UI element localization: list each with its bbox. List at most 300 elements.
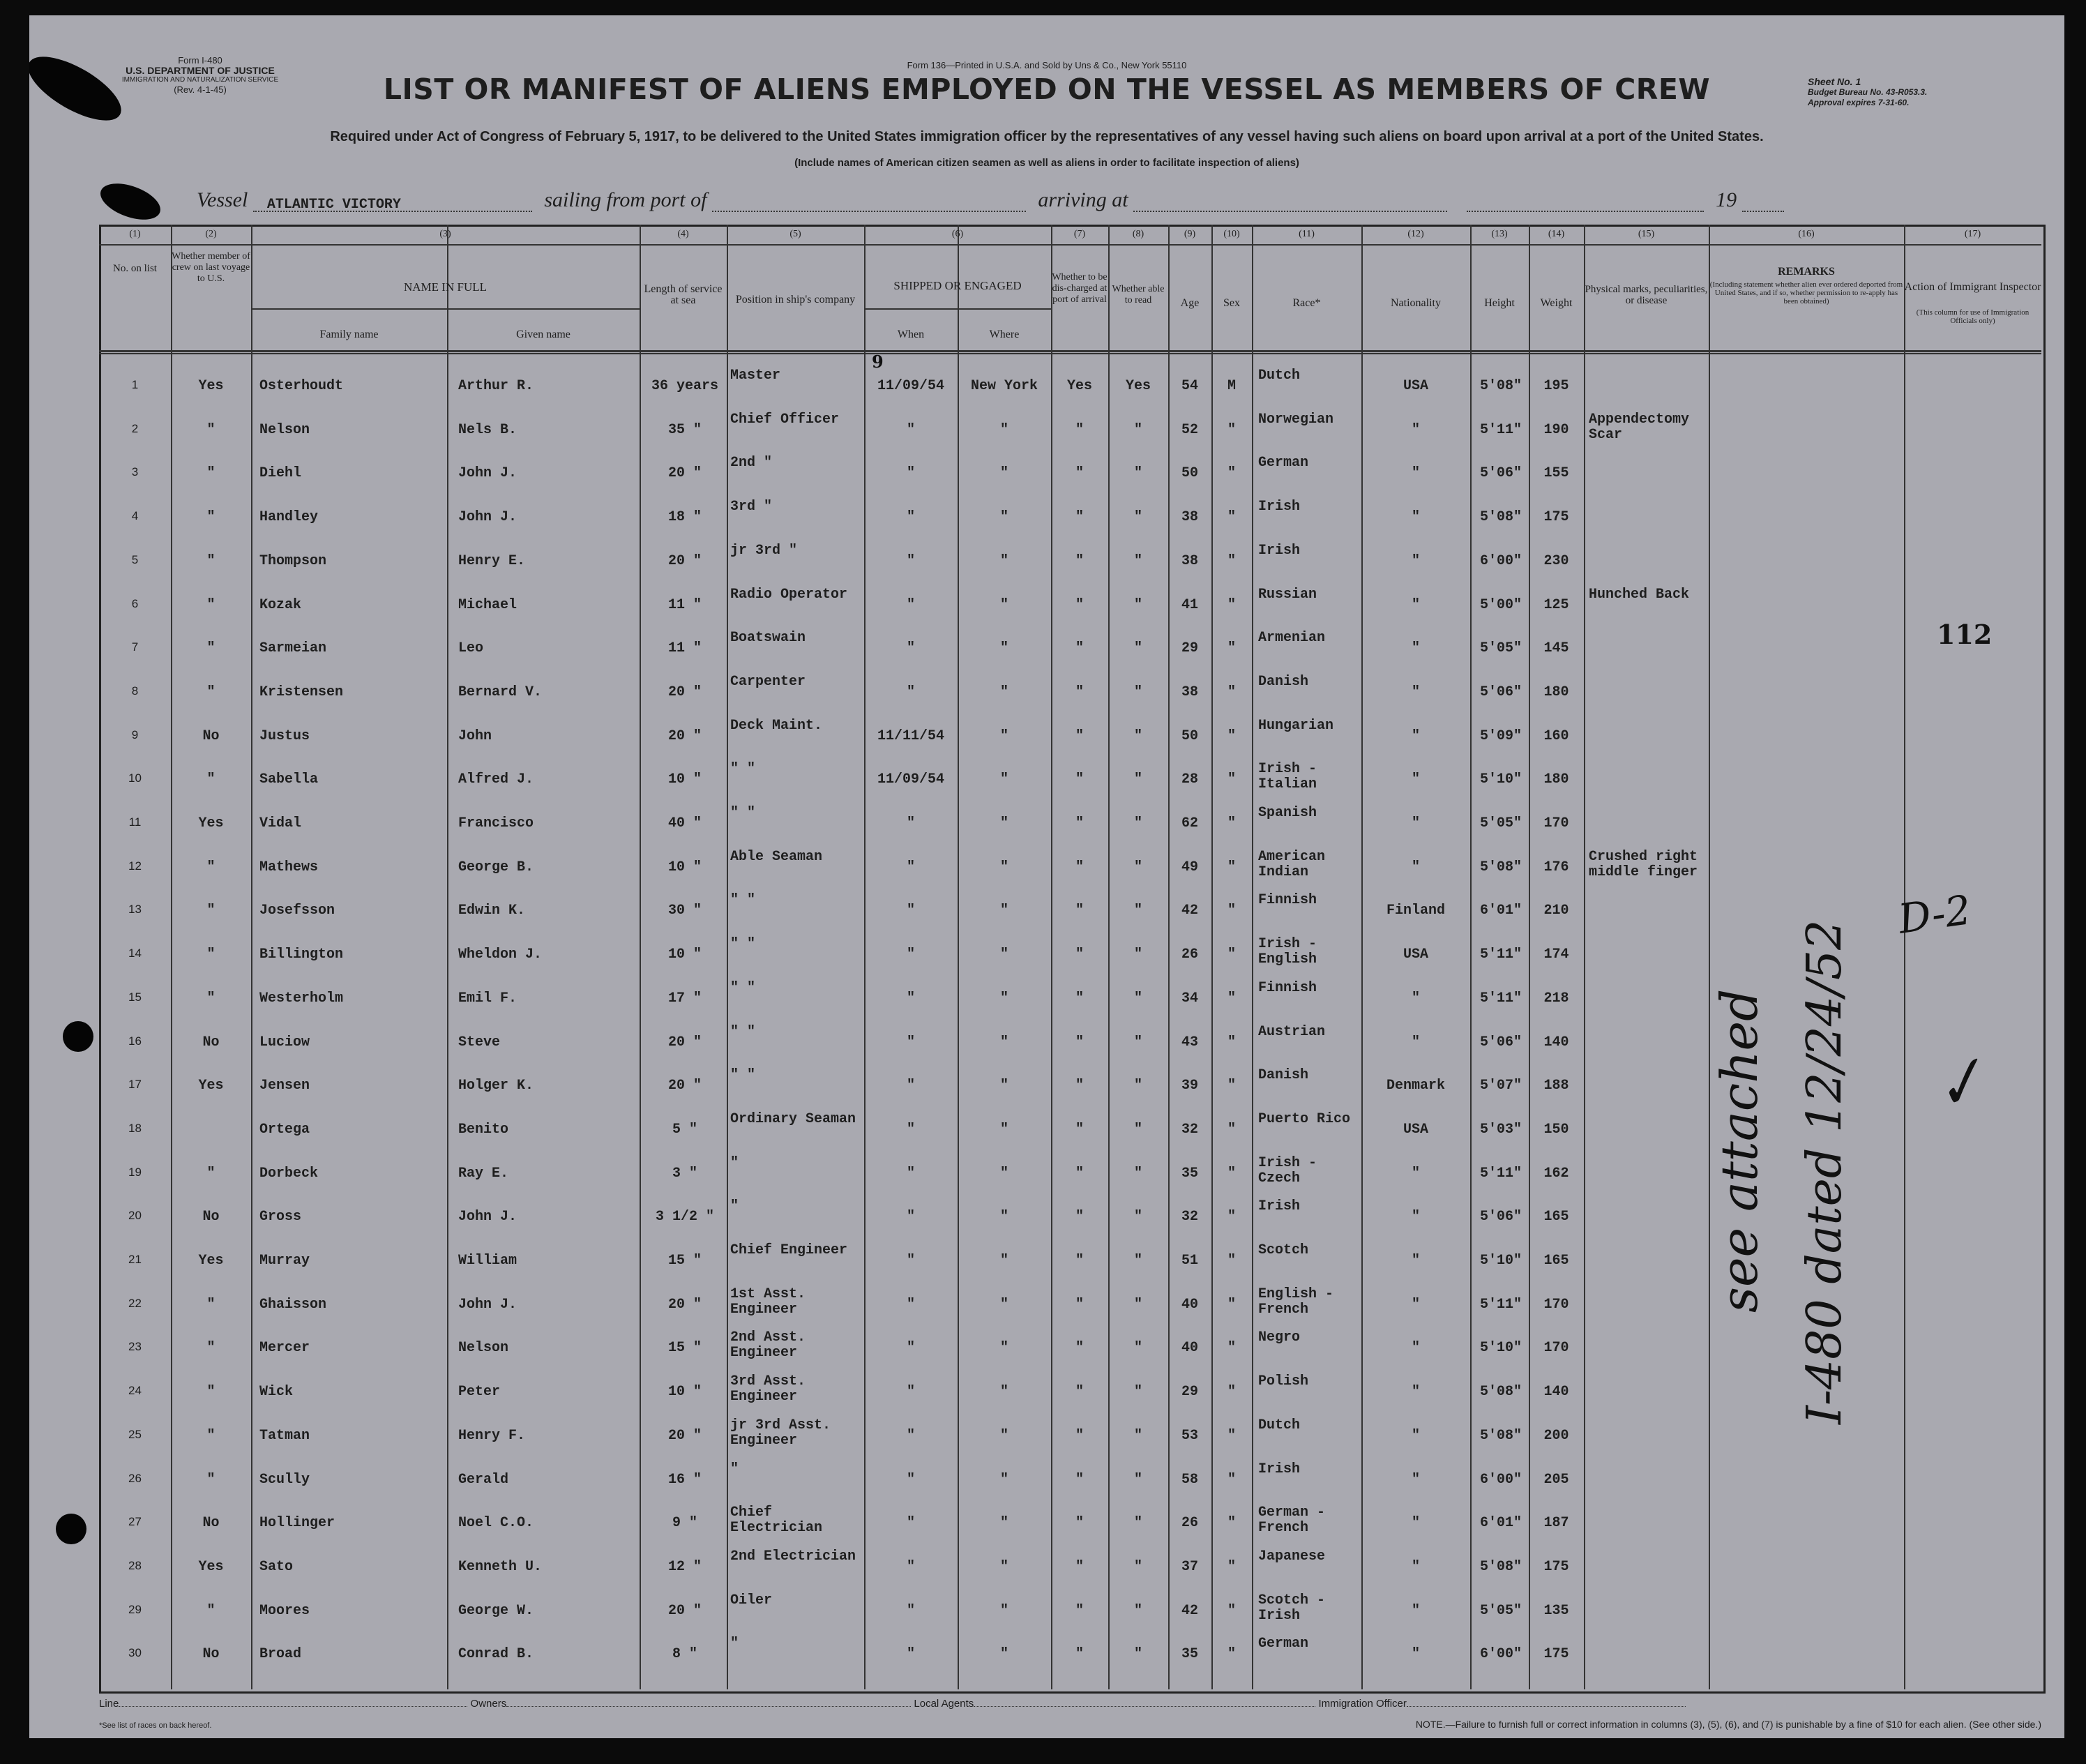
cell-read: ″	[1133, 1078, 1142, 1094]
header-remarks: REMARKS	[1778, 266, 1835, 278]
cell-prev: ″	[206, 596, 216, 613]
cell-service: 8 ″	[672, 1646, 697, 1663]
table-row	[29, 583, 2064, 626]
cell-no: 17	[128, 1078, 142, 1092]
cell-age: 29	[1181, 640, 1198, 657]
table-row	[29, 495, 2064, 538]
cell-read: ″	[1133, 728, 1142, 744]
cell-prev: ″	[206, 903, 216, 919]
page-title: LIST OR MANIFEST OF ALIENS EMPLOYED ON THE VESSEL AS MEMBERS OF CREW	[383, 73, 1711, 106]
cell-age: 32	[1181, 1121, 1198, 1138]
header-weight: Weight	[1540, 297, 1573, 309]
handwritten-number: 112	[1937, 619, 1993, 650]
cell-service: 30 ″	[667, 903, 702, 919]
cell-service: 16 ″	[667, 1471, 702, 1488]
cell-family: Broad	[259, 1646, 302, 1663]
cell-age: 28	[1181, 771, 1198, 788]
cell-prev: No	[202, 1209, 220, 1226]
table-row	[29, 1589, 2064, 1632]
cell-given: John J.	[458, 1296, 517, 1313]
header-sex: Sex	[1223, 297, 1240, 309]
cell-when: ″	[906, 1253, 915, 1269]
cell-sex: ″	[1227, 1384, 1236, 1401]
shipped-subheader-divider	[864, 308, 1051, 310]
cell-weight: 187	[1543, 1515, 1569, 1532]
cell-given: Noel C.O.	[458, 1515, 534, 1532]
handwritten-note-see-attached: see attached	[1710, 988, 1769, 1313]
cell-given: Arthur R.	[458, 378, 534, 394]
cell-family: Mathews	[259, 859, 319, 875]
cell-nat: ″	[1411, 1253, 1420, 1269]
table-row	[29, 539, 2064, 582]
form-number: Form I-480	[178, 55, 222, 66]
cell-family: Scully	[259, 1471, 310, 1488]
cell-given: Henry E.	[458, 552, 526, 569]
cell-service: 20 ″	[667, 465, 702, 482]
footer-signature-line	[99, 1696, 2041, 1710]
cell-read: ″	[1133, 640, 1142, 657]
cell-given: Edwin K.	[458, 903, 526, 919]
cell-family: Moores	[259, 1602, 310, 1619]
cell-given: Nels B.	[458, 421, 517, 438]
cell-prev: ″	[206, 1340, 216, 1357]
header-bottom-divider	[99, 350, 2041, 352]
header-no-on-list: No. on list	[113, 263, 157, 274]
cell-disch: ″	[1075, 640, 1084, 657]
cell-service: 20 ″	[667, 552, 702, 569]
cell-when: ″	[906, 1078, 915, 1094]
cell-race: English - French	[1258, 1286, 1334, 1318]
cell-nat: ″	[1411, 859, 1420, 875]
cell-weight: 170	[1543, 1340, 1569, 1357]
cell-when: ″	[906, 947, 915, 963]
arrival-date-field	[1467, 190, 1704, 212]
cell-weight: 165	[1543, 1253, 1569, 1269]
cell-height: 5'10"	[1479, 1253, 1522, 1269]
table-row	[29, 451, 2064, 495]
cell-where: ″	[999, 1121, 1008, 1138]
cell-read: ″	[1133, 1165, 1142, 1182]
cell-age: 49	[1181, 859, 1198, 875]
table-row	[29, 364, 2064, 407]
cell-race: Russian	[1258, 586, 1317, 603]
cell-when: ″	[906, 815, 915, 831]
cell-family: Ghaisson	[259, 1296, 327, 1313]
cell-when: ″	[906, 1296, 915, 1313]
sailing-label: sailing from port of	[544, 188, 707, 211]
cell-height: 5'06"	[1479, 1209, 1522, 1226]
fine-note: NOTE.—Failure to furnish full or correct information in columns (3), (5), (6), and (7) is punishable by a fine of $10 for each alien. (See other side.)	[1415, 1719, 2041, 1730]
cell-disch: ″	[1075, 859, 1084, 875]
vessel-name-field	[253, 190, 532, 212]
cell-sex: ″	[1227, 990, 1236, 1007]
cell-position: ″ ″	[730, 936, 756, 953]
cell-when: 11/11/54	[877, 728, 944, 744]
cell-given: Emil F.	[458, 990, 517, 1007]
cell-nat: USA	[1403, 1121, 1428, 1138]
header-when: When	[897, 329, 925, 340]
cell-read: ″	[1133, 859, 1142, 875]
manifest-page	[29, 15, 2064, 1738]
cell-age: 51	[1181, 1253, 1198, 1269]
cell-weight: 210	[1543, 903, 1569, 919]
cell-weight: 174	[1543, 947, 1569, 963]
cell-height: 5'06"	[1479, 1034, 1522, 1050]
cell-race: Scotch	[1258, 1242, 1309, 1258]
cell-where: ″	[999, 1558, 1008, 1575]
cell-weight: 150	[1543, 1121, 1569, 1138]
cell-race: Irish	[1258, 499, 1301, 515]
cell-age: 35	[1181, 1646, 1198, 1663]
cell-where: ″	[999, 859, 1008, 875]
cell-disch: ″	[1075, 1121, 1084, 1138]
cell-sex: ″	[1227, 552, 1236, 569]
cell-disch: ″	[1075, 509, 1084, 526]
cell-given: Kenneth U.	[458, 1558, 543, 1575]
cell-service: 10 ″	[667, 859, 702, 875]
cell-sex: ″	[1227, 640, 1236, 657]
cell-given: Conrad B.	[458, 1646, 534, 1663]
cell-position: 2nd Asst. Engineer	[730, 1329, 806, 1362]
cell-height: 6'00"	[1479, 1471, 1522, 1488]
header-age: Age	[1180, 297, 1200, 309]
cell-given: Alfred J.	[458, 771, 534, 788]
cell-read: ″	[1133, 1384, 1142, 1401]
cell-where: ″	[999, 465, 1008, 482]
cell-race: Dutch	[1258, 1417, 1301, 1433]
cell-race: Scotch - Irish	[1258, 1592, 1326, 1624]
cell-weight: 135	[1543, 1602, 1569, 1619]
cell-prev: ″	[206, 859, 216, 875]
cell-sex: ″	[1227, 1340, 1236, 1357]
cell-age: 38	[1181, 552, 1198, 569]
cell-nat: ″	[1411, 552, 1420, 569]
printer-line: Form 136—Printed in U.S.A. and Sold by Uns & Co., New York 55110	[907, 60, 1187, 70]
cell-age: 32	[1181, 1209, 1198, 1226]
header-height: Height	[1484, 297, 1515, 309]
cell-sex: ″	[1227, 815, 1236, 831]
cell-nat: ″	[1411, 684, 1420, 700]
cell-position: ″ ″	[730, 761, 756, 778]
table-row	[29, 408, 2064, 451]
cell-family: Tatman	[259, 1427, 310, 1444]
cell-no: 4	[131, 509, 139, 523]
cell-service: 15 ″	[667, 1340, 702, 1357]
cell-when: ″	[906, 1034, 915, 1050]
cell-when: ″	[906, 859, 915, 875]
cell-nat: ″	[1411, 465, 1420, 482]
cell-service: 10 ″	[667, 771, 702, 788]
cell-nat: ″	[1411, 1296, 1420, 1313]
cell-family: Luciow	[259, 1034, 310, 1050]
cell-sex: ″	[1227, 596, 1236, 613]
cell-sex: ″	[1227, 684, 1236, 700]
cell-prev: Yes	[198, 1078, 224, 1094]
arriving-label: arriving at	[1038, 188, 1128, 211]
cell-family: Hollinger	[259, 1515, 335, 1532]
cell-where: ″	[999, 1296, 1008, 1313]
cell-weight: 140	[1543, 1034, 1569, 1050]
cell-where: ″	[999, 728, 1008, 744]
cell-weight: 200	[1543, 1427, 1569, 1444]
cell-marks: Hunched Back	[1589, 586, 1690, 603]
cell-age: 29	[1181, 1384, 1198, 1401]
cell-read: ″	[1133, 1209, 1142, 1226]
cell-nat: ″	[1411, 1034, 1420, 1050]
cell-read: ″	[1133, 1121, 1142, 1138]
cell-service: 20 ″	[667, 684, 702, 700]
cell-height: 5'06"	[1479, 684, 1522, 700]
officer-field	[1407, 1696, 1686, 1707]
cell-race: German - French	[1258, 1505, 1326, 1537]
cell-nat: Finland	[1386, 903, 1445, 919]
cell-family: Murray	[259, 1253, 310, 1269]
cell-disch: ″	[1075, 1471, 1084, 1488]
cell-sex: ″	[1227, 1646, 1236, 1663]
cell-sex: ″	[1227, 1253, 1236, 1269]
cell-disch: ″	[1075, 1253, 1084, 1269]
cell-family: Kristensen	[259, 684, 344, 700]
cell-when: ″	[906, 1165, 915, 1182]
cell-given: George W.	[458, 1602, 534, 1619]
cell-sex: ″	[1227, 1165, 1236, 1182]
cell-weight: 205	[1543, 1471, 1569, 1488]
cell-when: ″	[906, 990, 915, 1007]
cell-where: New York	[970, 378, 1038, 394]
cell-service: 36 years	[651, 378, 718, 394]
cell-position: ″	[730, 1154, 739, 1171]
cell-prev: No	[202, 728, 220, 744]
cell-service: 20 ″	[667, 1034, 702, 1050]
cell-given: Steve	[458, 1034, 501, 1050]
cell-age: 50	[1181, 465, 1198, 482]
cell-no: 15	[128, 990, 142, 1004]
cell-race: Danish	[1258, 673, 1309, 690]
cell-when: ″	[906, 1121, 915, 1138]
cell-service: 17 ″	[667, 990, 702, 1007]
cell-weight: 188	[1543, 1078, 1569, 1094]
cell-service: 20 ″	[667, 1602, 702, 1619]
cell-given: William	[458, 1253, 517, 1269]
cell-no: 6	[131, 596, 139, 610]
cell-no: 19	[128, 1165, 142, 1179]
header-nationality: Nationality	[1391, 297, 1441, 309]
cell-sex: ″	[1227, 1121, 1236, 1138]
cell-given: Nelson	[458, 1340, 509, 1357]
cell-height: 5'10"	[1479, 771, 1522, 788]
cell-marks: Crushed right middle finger	[1589, 848, 1698, 880]
cell-no: 24	[128, 1384, 142, 1398]
cell-position: 1st Asst. Engineer	[730, 1286, 806, 1318]
cell-no: 9	[131, 728, 139, 741]
cell-prev: ″	[206, 684, 216, 700]
cell-height: 6'00"	[1479, 552, 1522, 569]
cell-sex: ″	[1227, 465, 1236, 482]
cell-nat: USA	[1403, 378, 1428, 394]
cell-prev: ″	[206, 990, 216, 1007]
cell-sex: ″	[1227, 859, 1236, 875]
cell-when: 11/09/54	[877, 771, 944, 788]
cell-prev: ″	[206, 947, 216, 963]
sailing-port-field	[712, 190, 1026, 212]
cell-age: 43	[1181, 1034, 1198, 1050]
cell-height: 6'00"	[1479, 1646, 1522, 1663]
table-row	[29, 1414, 2064, 1457]
header-action-inspector: Action of Immigrant Inspector	[1904, 281, 2041, 293]
cell-height: 5'06"	[1479, 465, 1522, 482]
cell-read: ″	[1133, 552, 1142, 569]
column-number: (6)	[951, 229, 964, 239]
column-number: (3)	[439, 229, 451, 239]
cell-family: Kozak	[259, 596, 302, 613]
cell-nat: ″	[1411, 1209, 1420, 1226]
column-number: (2)	[205, 229, 217, 239]
cell-disch: ″	[1075, 1646, 1084, 1663]
cell-when: ″	[906, 465, 915, 482]
cell-service: 3 ″	[672, 1165, 697, 1182]
cell-race: Puerto Rico	[1258, 1110, 1351, 1127]
column-number: (10)	[1223, 229, 1240, 239]
cell-height: 6'01"	[1479, 1515, 1522, 1532]
cell-where: ″	[999, 1253, 1008, 1269]
cell-nat: ″	[1411, 1427, 1420, 1444]
cell-position: Chief Officer	[730, 411, 840, 428]
cell-no: 3	[131, 465, 139, 479]
column-number: (9)	[1184, 229, 1196, 239]
cell-prev: ″	[206, 465, 216, 482]
cell-nat: ″	[1411, 421, 1420, 438]
cell-given: John J.	[458, 1209, 517, 1226]
cell-height: 5'07"	[1479, 1078, 1522, 1094]
cell-where: ″	[999, 684, 1008, 700]
cell-family: Thompson	[259, 552, 327, 569]
cell-weight: 175	[1543, 1558, 1569, 1575]
cell-read: ″	[1133, 1296, 1142, 1313]
cell-no: 20	[128, 1209, 142, 1223]
vessel-name: ATLANTIC VICTORY	[266, 197, 401, 213]
cell-where: ″	[999, 1209, 1008, 1226]
cell-where: ″	[999, 509, 1008, 526]
cell-service: 11 ″	[667, 640, 702, 657]
cell-service: 20 ″	[667, 1296, 702, 1313]
cell-sex: ″	[1227, 771, 1236, 788]
cell-prev: ″	[206, 1384, 216, 1401]
handwritten-day: 9	[872, 352, 884, 372]
cell-no: 30	[128, 1646, 142, 1660]
cell-disch: ″	[1075, 947, 1084, 963]
footer-officer-label: Immigration Officer	[1318, 1698, 1407, 1710]
cell-no: 18	[128, 1121, 142, 1135]
owners-field	[506, 1696, 911, 1707]
cell-nat: Denmark	[1386, 1078, 1445, 1094]
cell-no: 2	[131, 421, 139, 435]
cell-read: ″	[1133, 903, 1142, 919]
cell-no: 1	[131, 378, 139, 391]
cell-weight: 162	[1543, 1165, 1569, 1182]
cell-read: ″	[1133, 684, 1142, 700]
cell-no: 7	[131, 640, 139, 654]
cell-nat: ″	[1411, 1558, 1420, 1575]
cell-height: 5'05"	[1479, 1602, 1522, 1619]
cell-height: 5'11"	[1479, 1296, 1522, 1313]
column-number: (14)	[1548, 229, 1565, 239]
cell-nat: ″	[1411, 1340, 1420, 1357]
cell-position: Boatswain	[730, 630, 806, 647]
vessel-label: Vessel	[197, 188, 248, 211]
cell-position: Master	[730, 368, 781, 384]
cell-where: ″	[999, 771, 1008, 788]
cell-when: ″	[906, 1340, 915, 1357]
table-row	[29, 1326, 2064, 1369]
cell-no: 23	[128, 1340, 142, 1354]
cell-weight: 176	[1543, 859, 1569, 875]
cell-weight: 180	[1543, 771, 1569, 788]
cell-prev: ″	[206, 1427, 216, 1444]
cell-given: Ray E.	[458, 1165, 509, 1182]
cell-sex: ″	[1227, 1296, 1236, 1313]
cell-disch: ″	[1075, 1165, 1084, 1182]
cell-where: ″	[999, 640, 1008, 657]
cell-sex: ″	[1227, 509, 1236, 526]
cell-nat: ″	[1411, 1646, 1420, 1663]
cell-prev: No	[202, 1034, 220, 1050]
cell-nat: ″	[1411, 728, 1420, 744]
cell-given: Gerald	[458, 1471, 509, 1488]
cell-nat: USA	[1403, 947, 1428, 963]
subtitle: Required under Act of Congress of February 5, 1917, to be delivered to the United States immigration officer by the representatives of any vessel having such aliens on board upon arrival at a port of the United States.	[330, 129, 1764, 144]
cell-age: 53	[1181, 1427, 1198, 1444]
cell-read: ″	[1133, 1558, 1142, 1575]
cell-prev: Yes	[198, 378, 224, 394]
cell-position: ″ ″	[730, 1067, 756, 1084]
table-row	[29, 1458, 2064, 1501]
table-row	[29, 1370, 2064, 1413]
cell-service: 9 ″	[672, 1515, 697, 1532]
cell-sex: ″	[1227, 1602, 1236, 1619]
cell-where: ″	[999, 1034, 1008, 1050]
cell-position: Oiler	[730, 1592, 773, 1608]
cell-height: 5'08"	[1479, 509, 1522, 526]
column-number: (13)	[1491, 229, 1508, 239]
cell-family: Handley	[259, 509, 319, 526]
cell-position: 2nd ″	[730, 455, 773, 472]
cell-race: Irish - English	[1258, 936, 1317, 968]
cell-age: 38	[1181, 684, 1198, 700]
cell-position: 2nd Electrician	[730, 1548, 856, 1565]
approval-expiry: Approval expires 7-31-60.	[1808, 98, 1910, 107]
cell-read: ″	[1133, 1340, 1142, 1357]
cell-family: Sato	[259, 1558, 294, 1575]
cell-no: 5	[131, 552, 139, 566]
cell-sex: M	[1227, 378, 1236, 394]
cell-where: ″	[999, 1384, 1008, 1401]
cell-position: Chief Electrician	[730, 1505, 823, 1537]
cell-race: Irish	[1258, 1198, 1301, 1215]
footer-notes	[99, 1719, 2041, 1730]
cell-service: 15 ″	[667, 1253, 702, 1269]
cell-when: ″	[906, 509, 915, 526]
cell-height: 5'08"	[1479, 378, 1522, 394]
cell-given: Henry F.	[458, 1427, 526, 1444]
cell-no: 10	[128, 771, 142, 785]
sheet-number: Sheet No. 1	[1808, 76, 1861, 87]
cell-read: ″	[1133, 596, 1142, 613]
cell-weight: 180	[1543, 684, 1569, 700]
cell-where: ″	[999, 596, 1008, 613]
cell-given: Benito	[458, 1121, 509, 1138]
cell-no: 11	[128, 815, 142, 829]
cell-position: Deck Maint.	[730, 717, 823, 734]
